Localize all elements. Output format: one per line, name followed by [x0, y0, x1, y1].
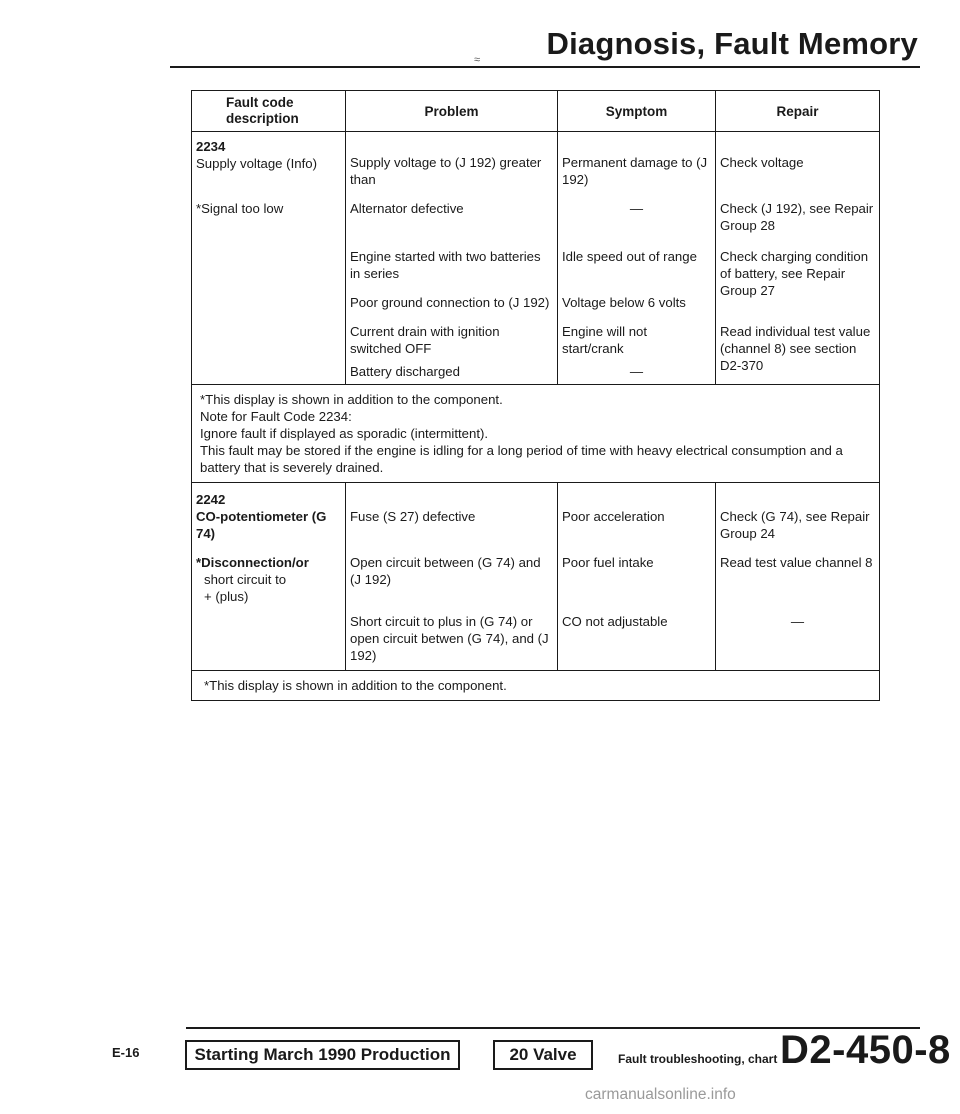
header-problem: Problem: [346, 91, 558, 132]
footer-caption: Fault troubleshooting, chart: [618, 1052, 778, 1066]
problem-cell: Fuse (S 27) defective: [346, 483, 558, 543]
repair-cell: Check voltage: [716, 132, 880, 189]
repair-cell: Check (G 74), see Repair Group 24: [716, 483, 880, 543]
header-description: Fault code description: [192, 91, 346, 132]
problem-cell: Supply voltage to (J 192) greater than: [346, 132, 558, 189]
symptom-cell: Poor acceleration: [558, 483, 716, 543]
problem-cell: Short circuit to plus in (G 74) or open circuit betwen (G 74), and (J 192): [346, 605, 558, 671]
problem-cell: Current drain with ignition switched OFF: [346, 311, 558, 357]
empty-cell: [192, 311, 346, 357]
problem-cell: Engine started with two batteries in series: [346, 234, 558, 282]
repair-cell-merged: Check charging condition of battery, see Repair Group 27: [716, 234, 880, 311]
engine-box: 20 Valve: [493, 1040, 593, 1070]
fault-code-number: 2234: [196, 139, 226, 154]
fault-code-cell: [192, 132, 346, 189]
symptom-cell: Engine will not start/crank: [558, 311, 716, 357]
symptom-cell: —: [558, 188, 716, 234]
note-cell: [192, 385, 880, 483]
empty-cell: [192, 605, 346, 671]
fault-code-name: CO-potentiometer (G 74): [196, 509, 327, 541]
signal-cell: *Signal too low: [192, 188, 346, 234]
note-row: [192, 385, 880, 483]
fault-code-cell: [192, 483, 346, 543]
table-row: [192, 605, 880, 671]
footnote-row: [192, 671, 880, 701]
problem-cell: Poor ground connection to (J 192): [346, 282, 558, 311]
repair-cell: Read test value channel 8: [716, 542, 880, 605]
symptom-cell: CO not adjustable: [558, 605, 716, 671]
header-repair: Repair: [716, 91, 880, 132]
note-line: Ignore fault if displayed as sporadic (intermittent).: [200, 426, 489, 441]
symptom-cell: Permanent damage to (J 192): [558, 132, 716, 189]
symptom-cell: —: [558, 357, 716, 385]
table-header-row: [192, 91, 880, 132]
page-number: D2-450-8: [780, 1028, 951, 1072]
table-row: [192, 311, 880, 357]
page-header-title: Diagnosis, Fault Memory: [546, 26, 918, 61]
signal-cell: [192, 542, 346, 605]
production-box: Starting March 1990 Production: [185, 1040, 460, 1070]
signal-line: + (plus): [204, 589, 249, 604]
repair-cell: Read individual test value (channel 8) see section D2-370: [716, 311, 880, 385]
empty-cell: [192, 357, 346, 385]
symptom-cell: Poor fuel intake: [558, 542, 716, 605]
empty-cell: [192, 234, 346, 282]
repair-cell: —: [716, 605, 880, 671]
note-line: This fault may be stored if the engine is idling for a long period of time with heavy electrical consumption and a battery that is severely drained.: [200, 443, 843, 475]
fault-code-table: [191, 90, 880, 701]
table-row: [192, 234, 880, 282]
note-line: Note for Fault Code 2234:: [200, 409, 352, 424]
table-row: [192, 483, 880, 543]
problem-cell: Alternator defective: [346, 188, 558, 234]
table-row: [192, 542, 880, 605]
signal-line: *Disconnection/or: [196, 555, 309, 570]
footnote-cell: *This display is shown in addition to the component.: [192, 671, 880, 701]
scan-mark: ≈: [474, 54, 481, 66]
table-row: [192, 188, 880, 234]
watermark: carmanualsonline.info: [585, 1086, 736, 1103]
fault-code-name: Supply voltage (Info): [196, 156, 317, 171]
empty-cell: [192, 282, 346, 311]
header-symptom: Symptom: [558, 91, 716, 132]
signal-line: short circuit to: [204, 572, 287, 587]
problem-cell: Battery discharged: [346, 357, 558, 385]
table-row: [192, 132, 880, 189]
page-code: E-16: [112, 1045, 140, 1060]
note-line: *This display is shown in addition to the component.: [200, 392, 503, 407]
repair-cell: Check (J 192), see Repair Group 28: [716, 188, 880, 234]
fault-code-number: 2242: [196, 492, 226, 507]
problem-cell: Open circuit between (G 74) and (J 192): [346, 542, 558, 605]
header-rule: [170, 66, 920, 68]
symptom-cell: Idle speed out of range: [558, 234, 716, 282]
symptom-cell: Voltage below 6 volts: [558, 282, 716, 311]
